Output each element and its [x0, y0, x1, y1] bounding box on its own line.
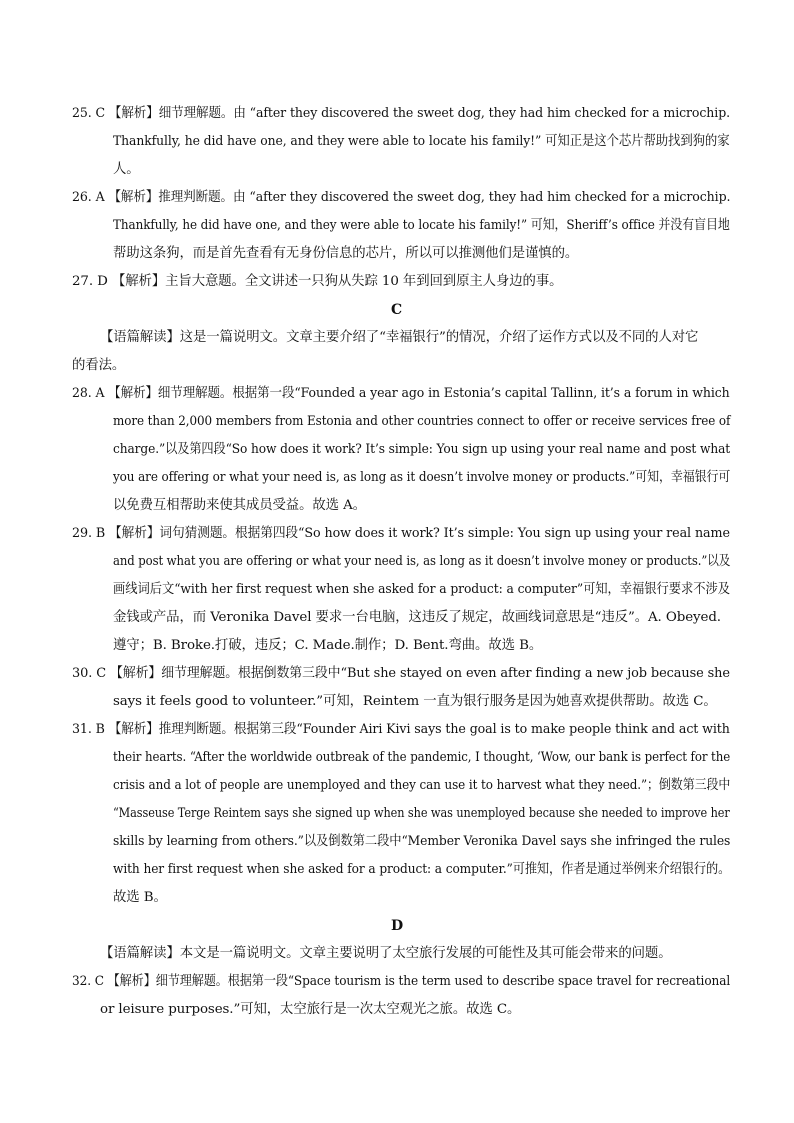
answer-25-line-2: Thankfully, he did have one, and they were able to locate his family!” 可知正是这个芯片帮助找到狗的家: [113, 134, 730, 149]
answer-28-line-2: more than 2,000 members from Estonia and other countries connect to offer or receive services free of: [113, 414, 731, 429]
answer-31-line-6: with her first request when she asked for a product: a computer.”可推知，作者是通过举例来介绍银行的。: [113, 862, 731, 877]
answer-25-line-3: 人。: [113, 162, 140, 177]
answer-31-line-7: 故选 B。: [113, 890, 167, 905]
answer-31-line-5: skills by learning from others.”以及倒数第二段中“Member Veronika Davel says she infringed the rules: [113, 834, 731, 849]
section-d-heading: D: [391, 918, 404, 934]
section-c-intro-line-2: 的看法。: [72, 358, 126, 373]
answer-26-line-1: 26. A 【解析】推理判断题。由 “after they discovered the sweet dog, they had him checked for a microchip.: [72, 190, 731, 205]
section-c-intro-line-1: 【语篇解读】这是一篇说明文。文章主要介绍了“幸福银行”的情况，介绍了运作方式以及不同的人对它: [100, 330, 699, 345]
answer-29-line-5: 遵守；B. Broke.打破，违反；C. Made.制作；D. Bent.弯曲。故选 B。: [113, 638, 543, 653]
section-c-heading: C: [391, 302, 403, 318]
answer-29-line-1: 29. B 【解析】词句猜测题。根据第四段“So how does it work? It’s simple: You sign up using your real name: [72, 526, 730, 541]
answer-32-line-1: 32. C 【解析】细节理解题。根据第一段“Space tourism is the term used to describe space travel for recreational: [72, 974, 731, 989]
answer-31-line-4: “Masseuse Terge Reintem says she signed up when she was unemployed because she needed to improve her: [113, 806, 730, 821]
answer-28-line-4: you are offering or what your need is, as long as it doesn’t involve money or products.”可知，幸福银行可: [113, 470, 731, 485]
answer-28-line-1: 28. A 【解析】细节理解题。根据第一段“Founded a year ago in Estonia’s capital Tallinn, it’s a forum in which: [72, 386, 730, 401]
answer-30-line-2: says it feels good to volunteer.”可知，Reintem 一直为银行服务是因为她喜欢提供帮助。故选 C。: [113, 694, 717, 709]
answer-26-line-3: 帮助这条狗，而是首先查看有无身份信息的芯片，所以可以推测他们是谨慎的。: [113, 246, 579, 261]
answer-31-line-2: their hearts. “After the worldwide outbreak of the pandemic, I thought, ‘Wow, our bank is perfect for the: [113, 750, 731, 765]
answer-27-line-1: 27. D 【解析】主旨大意题。全文讲述一只狗从失踪 10 年到回到原主人身边的事。: [72, 274, 563, 289]
answer-29-line-2: and post what you are offering or what your need is, as long as it doesn’t involve money or products.”以及: [113, 554, 731, 569]
answer-28-line-3: charge.”以及第四段“So how does it work? It’s simple: You sign up using your real name and post what: [113, 442, 731, 457]
answer-31-line-3: crisis and a lot of people are unemployed and they can use it to harvest what they need.”；倒数第三段中: [113, 778, 731, 793]
answer-25-line-1: 25. C 【解析】细节理解题。由 “after they discovered the sweet dog, they had him checked for a microchip.: [72, 106, 731, 121]
answer-32-line-2: or leisure purposes.”可知，太空旅行是一次太空观光之旅。故选 C。: [100, 1002, 521, 1017]
answer-28-line-5: 以免费互相帮助来使其成员受益。故选 A。: [113, 498, 366, 513]
answer-30-line-1: 30. C 【解析】细节理解题。根据倒数第三段中“But she stayed on even after finding a new job because she: [72, 666, 730, 681]
answer-31-line-1: 31. B 【解析】推理判断题。根据第三段“Founder Airi Kivi says the goal is to make people think and act with: [72, 722, 730, 737]
answer-26-line-2: Thankfully, he did have one, and they were able to locate his family!” 可知，Sheriff’s office 并没有盲目地: [113, 218, 730, 233]
answer-29-line-4: 金钱或产品，而 Veronika Davel 要求一台电脑，这违反了规定，故画线词意思是“违反”。A. Obeyed.: [113, 610, 721, 625]
section-d-intro-line-1: 【语篇解读】本文是一篇说明文。文章主要说明了太空旅行发展的可能性及其可能会带来的问题。: [100, 946, 672, 961]
answer-29-line-3: 画线词后文“with her first request when she asked for a product: a computer”可知，幸福银行要求不涉及: [113, 582, 730, 597]
